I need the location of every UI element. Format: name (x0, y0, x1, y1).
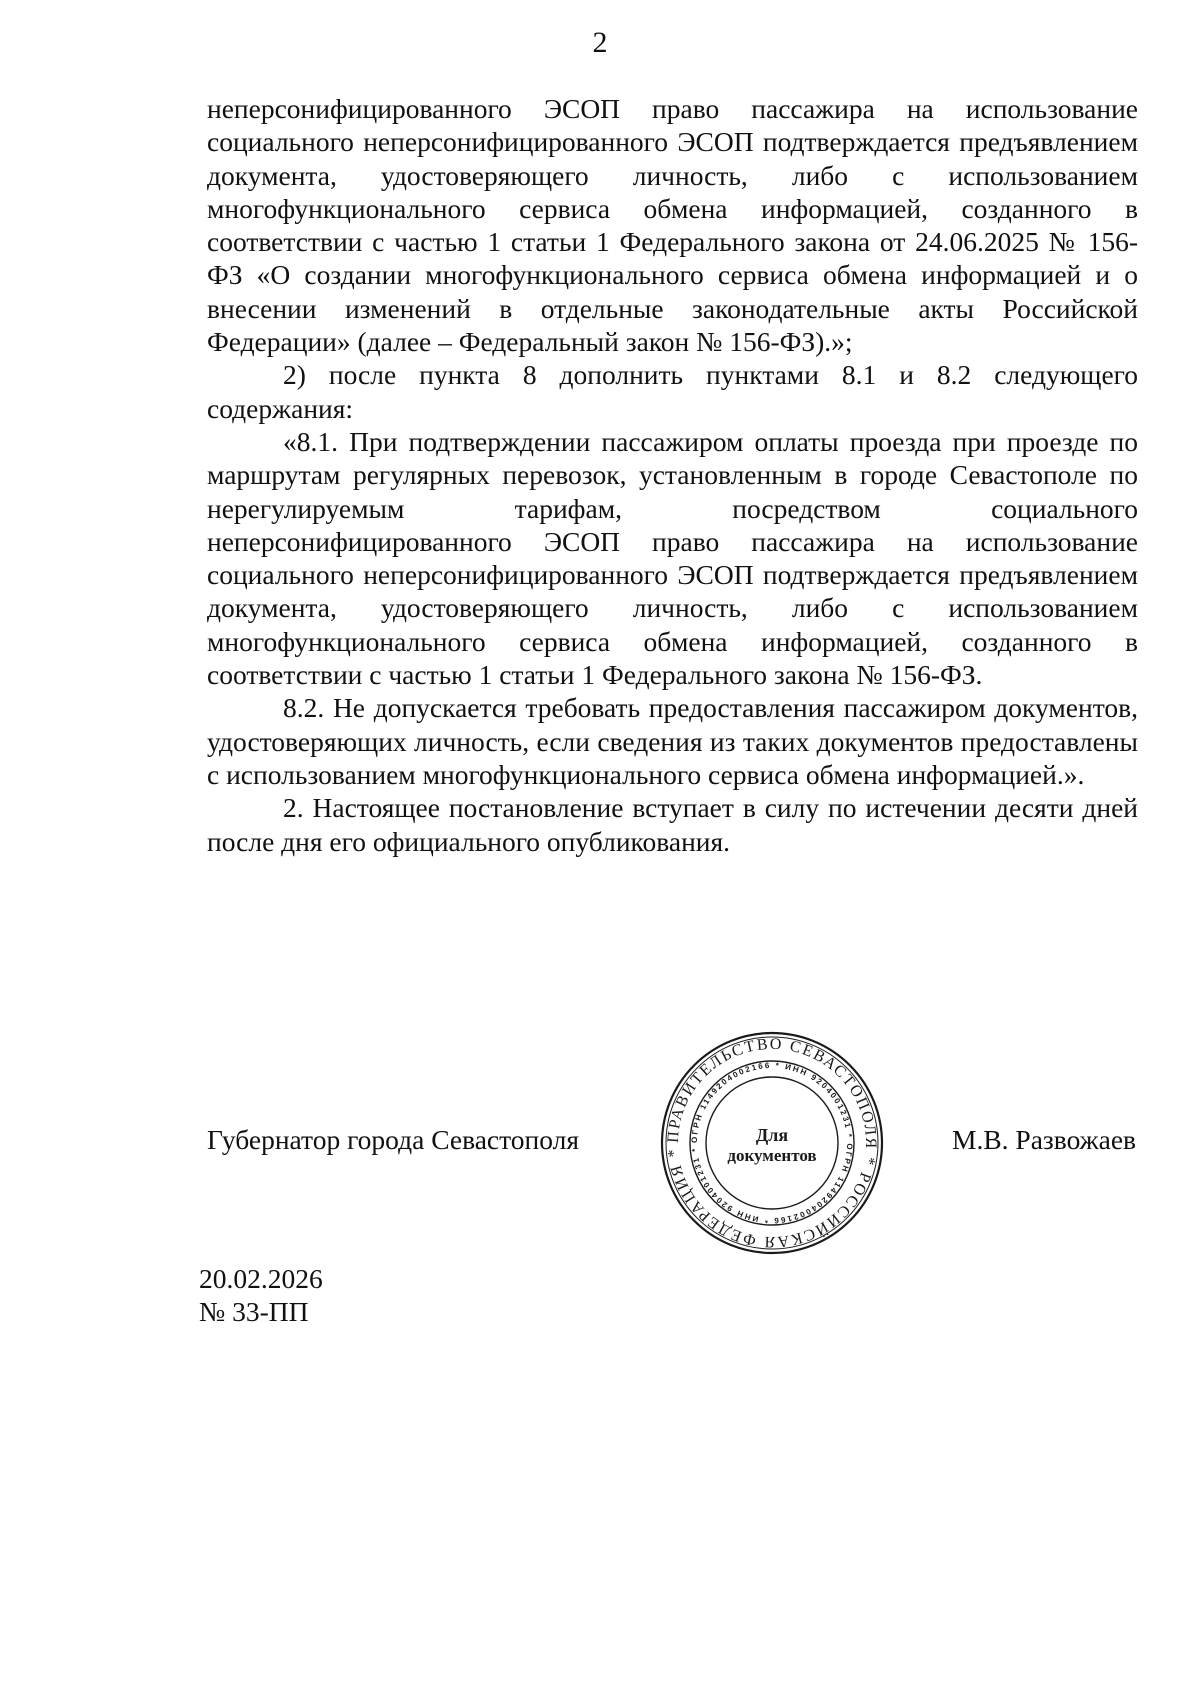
document-number: № 33-ПП (199, 1296, 309, 1327)
signer-position: Губернатор города Севастополя (207, 1124, 579, 1155)
paragraph-continuation: неперсонифицированного ЭСОП право пассажира на использование социального неперсонифицированного ЭСОП подтверждается предъявлением документа, удостоверяющего личность, либо с использованием многофункционального сервиса обмена информацией, созданного в соответствии с частью 1 статьи 1 Федерального закона от 24.06.2025 № 156-ФЗ «О создании многофункционального сервиса обмена информацией и о внесении изменений в отдельные законодательные акты Российской Федерации» (далее – Федеральный закон № 156-ФЗ).»; (207, 93, 1138, 358)
seal-center-line1: Для (755, 1125, 789, 1145)
signer-name: М.В. Развожаев (952, 1124, 1137, 1155)
signature-block (0, 1012, 1200, 1312)
seal-outer-text: ПРАВИТЕЛЬСТВО СЕВАСТОПОЛЯ * РОССИЙСКАЯ ФЕДЕРАЦИЯ * (664, 1035, 880, 1251)
paragraph-clause-8-2: 8.2. Не допускается требовать предоставления пассажиром документов, удостоверяющих личность, если сведения из таких документов предоставлены с использованием многофункционального сервиса обмена информацией.». (207, 692, 1138, 790)
paragraph-clause-8-1: «8.1. При подтверждении пассажиром оплаты проезда при проезде по маршрутам регулярных перевозок, установленным в городе Севастополе по нерегулируемым тарифам, посредством социального неперсонифицированного ЭСОП право пассажира на использование социального неперсонифицированного ЭСОП подтверждается предъявлением документа, удостоверяющего личность, либо с использованием многофункционального сервиса обмена информацией, созданного в соответствии с частью 1 статьи 1 Федерального закона № 156-ФЗ. (207, 425, 1138, 691)
document-date: 20.02.2026 (199, 1263, 323, 1294)
document-body (207, 92, 1138, 858)
official-seal (658, 1029, 886, 1257)
paragraph-entry-into-force: 2. Настоящее постановление вступает в силу по истечении десяти дней после дня его официального опубликования. (207, 792, 1138, 857)
document-requisites (199, 1262, 323, 1328)
seal-center-line2: документов (727, 1146, 817, 1165)
seal-inner-text: ОГРН 1149204002166 * ИНН 9204001231 * ОГРН 1149204002166 * ИНН 9204001231 * (689, 1060, 855, 1226)
page-number: 2 (592, 26, 608, 59)
paragraph-amendment-2: 2) после пункта 8 дополнить пунктами 8.1 и 8.2 следующего содержания: (207, 359, 1138, 424)
